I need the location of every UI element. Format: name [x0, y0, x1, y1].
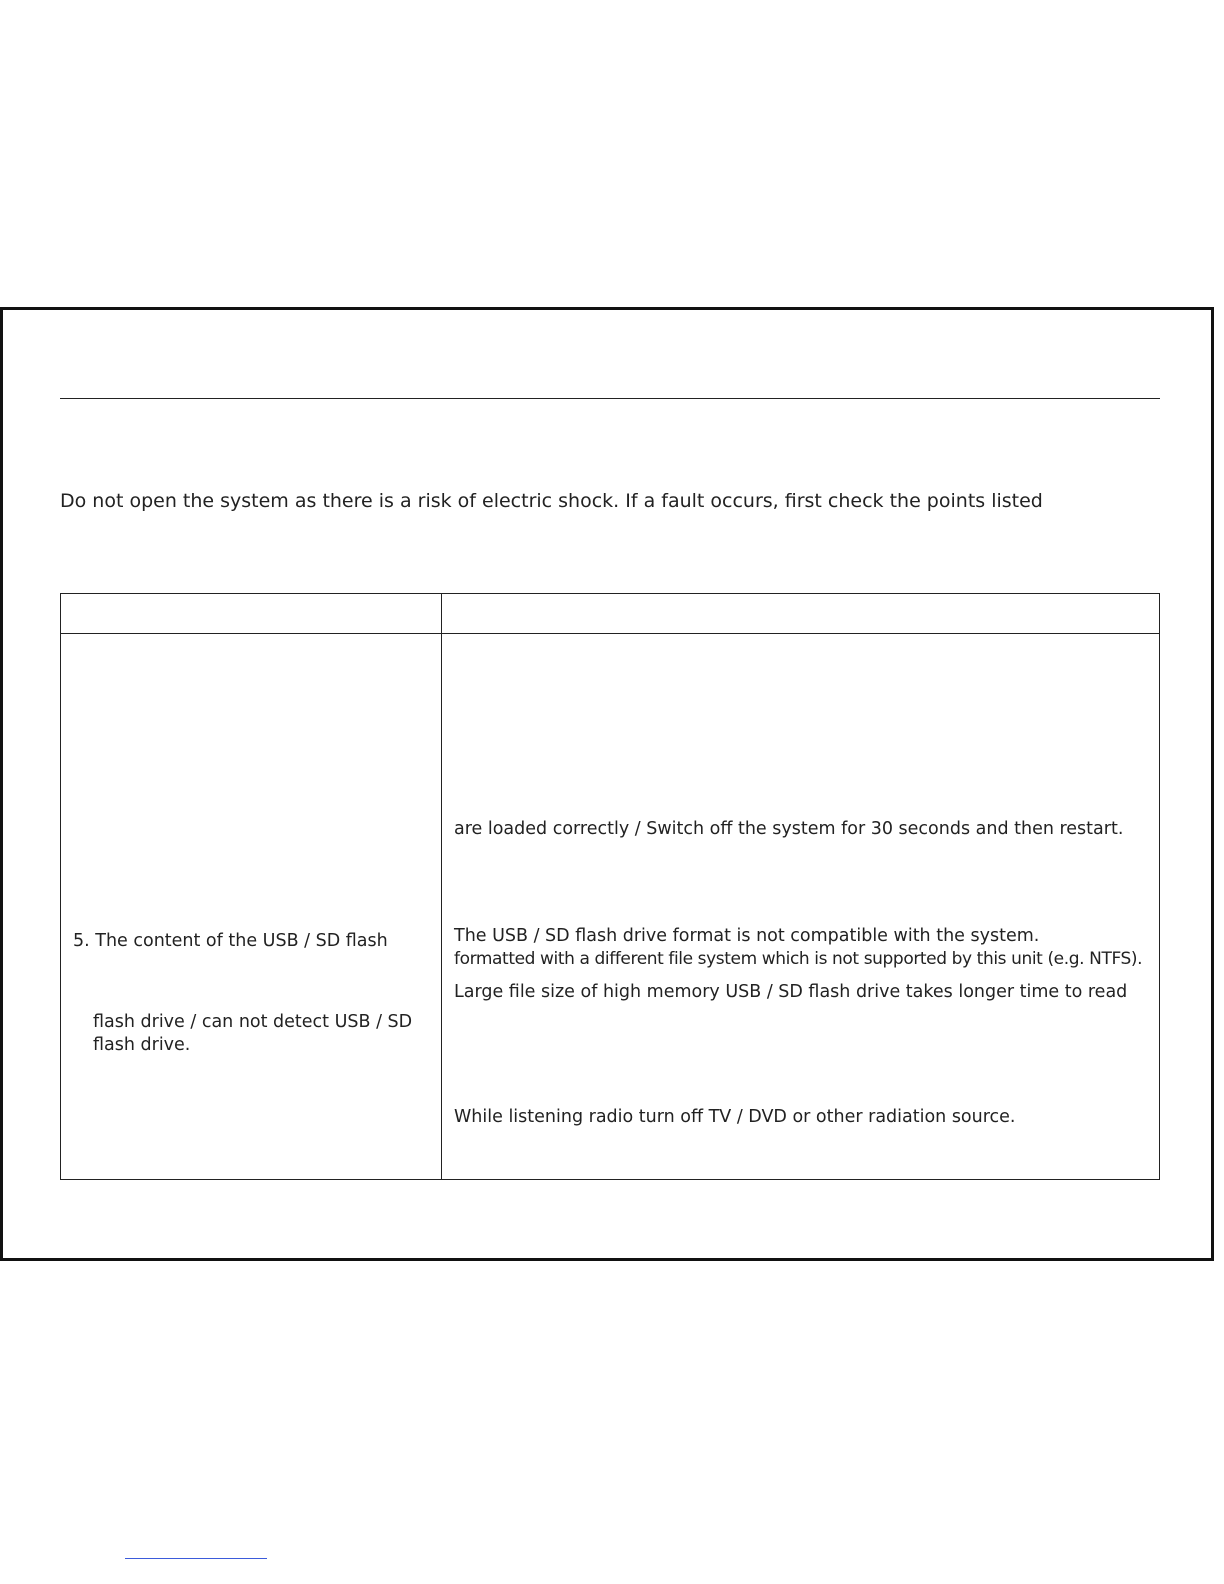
solution-restart: are loaded correctly / Switch off the system for 30 seconds and then restart.	[454, 819, 1124, 839]
header-rule	[60, 398, 1160, 399]
problem-5-line-3: flash drive.	[93, 1035, 191, 1055]
table-header-divider	[61, 633, 1159, 634]
table-column-divider	[441, 594, 442, 1179]
problem-5-line-2: flash drive / can not detect USB / SD	[93, 1012, 413, 1032]
problem-5-line-1: 5. The content of the USB / SD flash	[73, 931, 388, 951]
footer-link-underline[interactable]	[125, 1558, 267, 1559]
solution-filesystem: formatted with a different file system which is not supported by this unit (e.g. NTFS).	[454, 949, 1143, 969]
solution-filesize: Large file size of high memory USB / SD flash drive takes longer time to read	[454, 982, 1128, 1002]
troubleshooting-table	[60, 593, 1160, 1180]
solution-radio: While listening radio turn off TV / DVD or other radiation source.	[454, 1107, 1016, 1127]
intro-text: Do not open the system as there is a risk of electric shock. If a fault occurs, first check the points listed	[60, 490, 1043, 512]
solution-format: The USB / SD flash drive format is not compatible with the system.	[454, 926, 1040, 946]
